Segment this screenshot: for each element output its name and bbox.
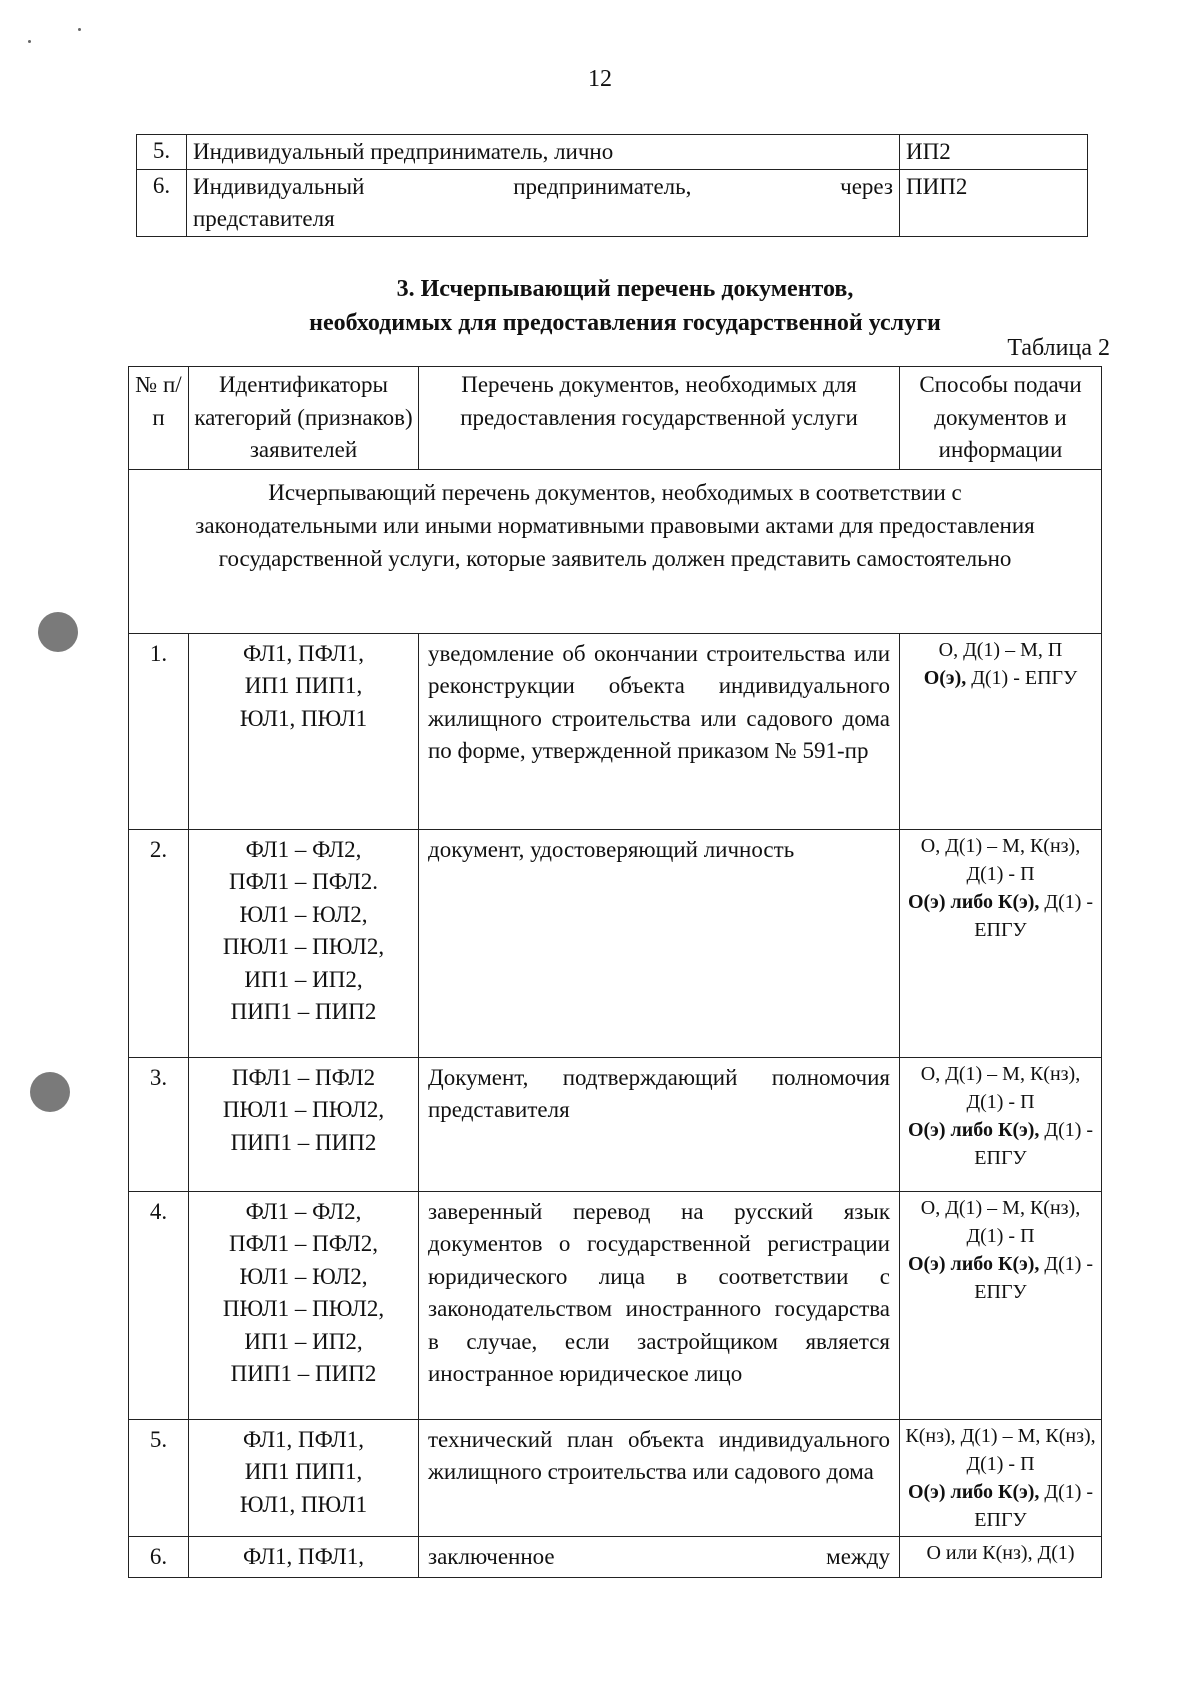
document-description: уведомление об окончании строительства или реконструкции объекта индивидуального жилищного строительства или садового дома по форме, утвержденной приказом № 591-пр [419, 633, 900, 829]
method-line: О, Д(1) – М, К(нз), Д(1) - П [920, 1062, 1081, 1113]
table-row [129, 1536, 1102, 1578]
method-line: Д(1) - ЕПГУ [974, 890, 1094, 941]
identifier-line: ПИП1 – ПИП2 [230, 1129, 377, 1155]
identifier-line: ИП1 ПИП1, [244, 1459, 363, 1484]
row-number: 5. [129, 1419, 189, 1536]
identifier-line: ФЛ1, ПФЛ1, [243, 640, 364, 666]
identifier-line: ПИП1 – ПИП2 [230, 1361, 377, 1386]
category-description: Индивидуальный предприниматель, лично [187, 135, 900, 170]
identifier-line: ИП1 – ИП2, [244, 1328, 363, 1354]
method-line: О, Д(1) – М, П [938, 638, 1063, 661]
row-number: 6. [137, 170, 187, 237]
document-description: заверенный перевод на русский язык документов о государственной регистрации юридического лица в соответствии с законодательством иностранного государства в случае, если застройщиком является иностранное юридическое лицо [419, 1191, 900, 1419]
category-description-line: представителя [193, 206, 335, 231]
identifier-line: ПЮЛ1 – ПЮЛ2, [222, 1097, 385, 1122]
identifiers-cell [189, 1191, 419, 1419]
submission-methods [900, 1419, 1102, 1536]
documents-table [128, 366, 1102, 1578]
header-identifiers: Идентификаторы категорий (признаков) заявителей [189, 367, 419, 470]
table-label: Таблица 2 [1007, 335, 1110, 361]
submission-methods [900, 1057, 1102, 1191]
method-bold: О(э) либо К(э), [907, 1252, 1040, 1275]
identifiers-cell [189, 829, 419, 1057]
table-row [137, 170, 1088, 237]
identifiers-cell [189, 1536, 419, 1578]
row-number: 2. [129, 829, 189, 1057]
section-title-line: 3. Исчерпывающий перечень документов, [396, 276, 854, 302]
row-number: 4. [129, 1191, 189, 1419]
document-description: Документ, подтверждающий полномочия представителя [419, 1057, 900, 1191]
identifier-line: ФЛ1, ПФЛ1, [243, 1426, 364, 1452]
identifier-line: ЮЛ1 – ЮЛ2, [239, 901, 368, 927]
submission-methods [900, 829, 1102, 1057]
identifier-line: ИП1 ПИП1, [244, 673, 363, 698]
method-line: О, Д(1) – М, К(нз), Д(1) - П [920, 1196, 1081, 1247]
punch-hole [38, 612, 78, 652]
category-description-line: Индивидуальный предприниматель, через [193, 174, 893, 199]
row-number: 6. [129, 1536, 189, 1578]
identifier-line: ЮЛ1 – ЮЛ2, [239, 1263, 368, 1289]
identifier-line: ФЛ1 – ФЛ2, [245, 1198, 362, 1224]
applicant-categories-table-continued [136, 134, 1088, 237]
scan-speck [28, 40, 31, 43]
document-description: заключенное между [419, 1536, 900, 1578]
identifier-line: ФЛ1, ПФЛ1, [243, 1543, 364, 1569]
table-row [129, 1057, 1102, 1191]
identifier-line: ФЛ1 – ФЛ2, [245, 836, 362, 862]
method-line: О или К(нз), Д(1) [926, 1541, 1075, 1564]
identifier-line: ПФЛ1 – ПФЛ2 [231, 1064, 376, 1090]
identifier-line: ПИП1 – ПИП2 [230, 999, 377, 1024]
identifiers-cell [189, 1419, 419, 1536]
section-title [0, 272, 1200, 340]
method-line: Д(1) - ЕПГУ [974, 1252, 1094, 1303]
identifier-line: ПЮЛ1 – ПЮЛ2, [222, 934, 385, 959]
page-number: 12 [588, 66, 612, 92]
scan-speck [78, 28, 81, 31]
category-description [187, 170, 900, 237]
row-number: 5. [137, 135, 187, 170]
table-row [137, 135, 1088, 170]
identifier-line: ИП1 – ИП2, [244, 966, 363, 992]
table-section-row [129, 469, 1102, 633]
method-bold: О(э) либо К(э), [907, 1118, 1040, 1141]
identifier-line: ПФЛ1 – ПФЛ2. [228, 869, 379, 894]
table-row [129, 829, 1102, 1057]
identifier-line: ПЮЛ1 – ПЮЛ2, [222, 1296, 385, 1321]
header-number: № п/п [129, 367, 189, 470]
identifier-line: ПФЛ1 – ПФЛ2, [228, 1231, 379, 1256]
header-documents: Перечень документов, необходимых для предоставления государственной услуги [419, 367, 900, 470]
document-description: технический план объекта индивидуального жилищного строительства или садового дома [419, 1419, 900, 1536]
table-row [129, 1191, 1102, 1419]
method-bold: О(э) либо К(э), [907, 1480, 1040, 1503]
identifiers-cell [189, 633, 419, 829]
method-line: К(нз), Д(1) – М, К(нз), Д(1) - П [905, 1424, 1096, 1475]
punch-hole [30, 1072, 70, 1112]
submission-methods [900, 1191, 1102, 1419]
method-line: Д(1) - ЕПГУ [974, 1480, 1094, 1531]
table-header-row [129, 367, 1102, 470]
category-code: ИП2 [900, 135, 1088, 170]
document-description: документ, удостоверяющий личность [419, 829, 900, 1057]
method-line: Д(1) - ЕПГУ [974, 1118, 1094, 1169]
submission-methods [900, 1536, 1102, 1578]
method-bold: О(э), [923, 666, 967, 689]
identifier-line: ЮЛ1, ПЮЛ1 [239, 1491, 368, 1517]
header-methods: Способы подачи документов и информации [900, 367, 1102, 470]
method-line: О, Д(1) – М, К(нз), Д(1) - П [920, 834, 1081, 885]
identifiers-cell [189, 1057, 419, 1191]
row-number: 3. [129, 1057, 189, 1191]
row-number: 1. [129, 633, 189, 829]
section-title-line: необходимых для предоставления государственной услуги [309, 310, 941, 336]
submission-methods [900, 633, 1102, 829]
identifier-line: ЮЛ1, ПЮЛ1 [239, 705, 368, 731]
table-row [129, 633, 1102, 829]
section-description: Исчерпывающий перечень документов, необходимых в соответствии с законодательными или иными нормативными правовыми актами для предоставления государственной услуги, которые заявитель должен представить самостоятельно [129, 469, 1102, 633]
method-bold: О(э) либо К(э), [907, 890, 1040, 913]
method-line: Д(1) - ЕПГУ [966, 666, 1078, 689]
table-row [129, 1419, 1102, 1536]
category-code: ПИП2 [900, 170, 1088, 237]
